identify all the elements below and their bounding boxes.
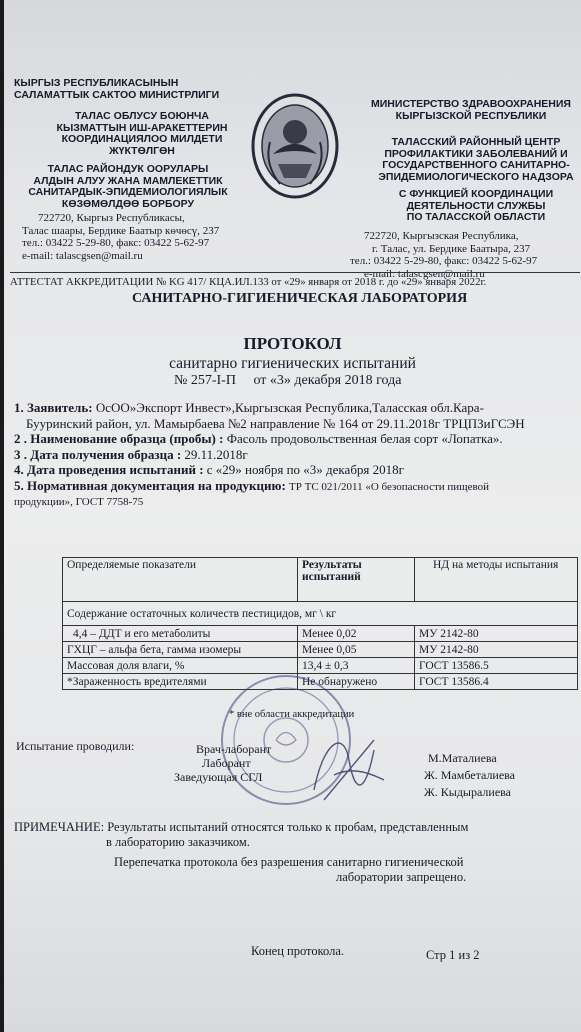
right-address-block: 722720, Кыргызская Республика, г. Талас, ул. Бердике Баатыра, 237 тел.: 03422 5-29-80, факс: 03422 5-62-97 e-mail: talascgsen@mail.ru [350,230,538,280]
table-section-row: Содержание остаточных количеств пестицидов, мг \ кг [63,602,578,626]
left-center-title: ТАЛАС ОБЛУСУ БОЮНЧА КЫЗМАТТЫН ИШ-АРАКЕТТЕРИН КООРДИНАЦИЯЛОО МИЛДЕТИ ЖҮКТӨЛГӨН [56,110,228,157]
table-footnote: * вне области аккредитации [229,709,355,720]
left-address-block: 722720, Кыргыз Республикасы, Талас шаары, Бердике Баатыр көчөсү, 237 тел.: 03422 5-29-80, факс: 03422 5-62-97 e-mail: talascgsen@mail.ru [22,212,220,262]
item-applicant-cont: Бууринский район, ул. Мамырбаева №2 направление № 164 от 29.11.2018г ТРЦПЗиГСЭН [26,415,525,431]
protocol-subtitle: санитарно гигиенических испытаний [169,355,416,372]
header-divider [10,272,580,273]
col-header-results: Результаты испытаний [298,558,415,602]
signature-roles: Врач-лаборант Лаборант Заведующая СГЛ [174,742,272,784]
protocol-number: № 257-I-П от «3» декабря 2018 года [174,373,402,388]
table-row: *Зараженность вредителями Не обнаружено ГОСТ 13586.4 [63,674,578,690]
col-header-methods: НД на методы испытания [415,558,578,602]
page-number: Стр 1 из 2 [426,948,480,962]
signature-names: М.Маталиева Ж. Мамбеталиева Ж. Кыдыралиева [424,751,516,799]
left-district-title: ТАЛАС РАЙОНДУК ООРУЛАРЫ АЛДЫН АЛУУ ЖАНА МАМЛЕКЕТТИК САНИТАРДЫК-ЭПИДЕМИОЛОГИЯЛЫК КӨЗӨМӨЛДӨӨ БОРБОРУ [28,163,228,210]
kyrgyz-emblem-icon [250,92,340,200]
item-testing-dates: 4. Дата проведения испытаний : с «29» ноября по «3» декабря 2018г [14,462,404,477]
end-of-protocol: Конец протокола. [251,944,345,958]
item-received: 3 . Дата получения образца : 29.11.2018г [14,446,248,462]
protocol-title: ПРОТОКОЛ [243,334,342,353]
col-header-indicator: Определяемые показатели [63,558,298,602]
protocol-items [14,400,581,511]
right-ministry-title: МИНИСТЕРСТВО ЗДРАВООХРАНЕНИЯ КЫРГЫЗСКОЙ РЕСПУБЛИКИ [371,98,571,122]
note-block: ПРИМЕЧАНИЕ: Результаты испытаний относятся только к пробам, представленным в лабораторию заказчиком. Перепечатка протокола без разрешения санитарно гигиенической лаборатории запрещено. [14,820,469,884]
item-regulation-cont: продукции», ГОСТ 7758-75 [14,496,144,508]
item-applicant: 1. Заявитель: ОсОО»Экспорт Инвест»,Кыргызская Республика,Таласская обл.Кара- [14,400,484,415]
table-row: ГХЦГ – альфа бета, гамма изомеры Менее 0,05 МУ 2142-80 [63,642,578,658]
table-row: 4,4 – ДДТ и его метаболиты Менее 0,02 МУ 2142-80 [63,626,578,642]
item-sample: 2 . Наименование образца (пробы) : Фасоль продовольственная белая сорт «Лопатка». [14,431,503,446]
handwritten-signature-icon [304,720,394,810]
document-page [4,0,581,1032]
table-row: Массовая доля влаги, % 13,4 ± 0,3 ГОСТ 13586.5 [63,658,578,674]
accreditation-line: АТТЕСТАТ АККРЕДИТАЦИИ № KG 417/ КЦА.ИЛ.133 от «29» января от 2018 г. до «29» января 2022г. [10,276,487,288]
testers-label: Испытание проводили: [16,739,135,753]
item-regulation: 5. Нормативная документация на продукцию: ТР ТС 021/2011 «О безопасности пищевой [14,477,490,493]
laboratory-title: САНИТАРНО-ГИГИЕНИЧЕСКАЯ ЛАБОРАТОРИЯ [132,291,468,306]
right-center-title: ТАЛАССКИЙ РАЙОННЫЙ ЦЕНТР ПРОФИЛАКТИКИ ЗАБОЛЕВАНИЙ И ГОСУДАРСТВЕННОГО САНИТАРНО- ЭПИДЕМИОЛОГИЧЕСКОГО НАДЗОРА С ФУНКЦИЕЙ КООРДИНАЦИИ ДЕЯТЕЛЬНОСТИ СЛУЖБЫ ПО ТАЛАССКОЙ ОБЛАСТИ [378,136,574,223]
left-ministry-title: КЫРГЫЗ РЕСПУБЛИКАСЫНЫН САЛАМАТТЫК САКТОО МИНИСТРЛИГИ [14,77,220,101]
